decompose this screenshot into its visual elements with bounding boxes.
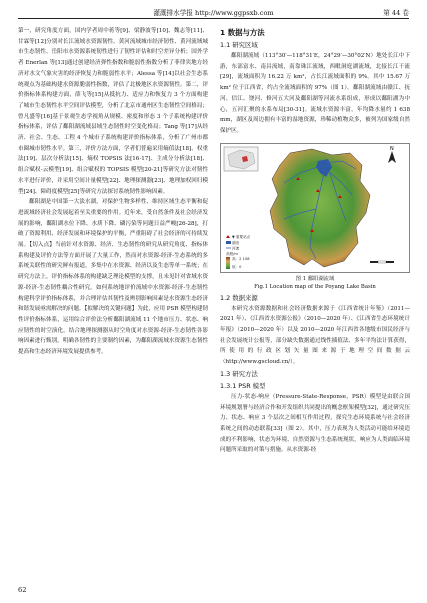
svg-text:N: N [390, 145, 394, 152]
right-column [220, 26, 410, 456]
subsubsection-heading-psr: 1.3.1 PSR 模型 [220, 381, 266, 390]
paragraph-poyang-background: 鄱阳湖是中国第一大淡水湖，对保护生物多样性、维持区域生态平衡和促进流域经济社会发展起着至关重要的作用。近年来，受自然条件及社会经济发展的影响，鄱阳湖水位下降、水质下降、磷污染等问题日益严峻[26-28]，打破了资源利用、经济发展和环境保护的平衡，严重阻碍了社会经济的可持续发展。【切入点】当前针对水资源、经济、生态韧性的研究从研究角度、指标体系构建及评价方法等方面开展了大量工作，然而对水资源-经济-生态系统的多系统关联性的研究鲜有报道，多集中在水资源、经济以及生态等单一系统；在研究方法上，评价指标体系的构建缺乏理论模型的支撑，且未见针对省域水资源-经济-生态韧性耦合性研究。如何系统地评价流域中水资源-经济-生态韧性构建科学评价指标体系，并合理评估其韧性及辨别影响因素是水资源生态经济和谐发展亟需解决的问题。【拟解决的关键问题】为此，应用 PSR 模型构建韧性评价指标体系，运用综合评价法分析鄱阳湖流域 11 个地市压力、状态、响应韧性的时空演化，结合地理探测器从时空角度对水资源-经济-生态韧性各影响因素进行甄别，明确各韧性的主要制约因素，为鄱阳湖流域水资源生态韧性提高和生态经济环境发展提供参考。 [18, 199, 208, 356]
subsection-heading-study-area: 1.1 研究区域 [220, 41, 258, 49]
legend-elevation: 高程/m [226, 251, 238, 256]
section-heading-data-methods: 1 数据与方法 [220, 28, 265, 37]
legend-river: 河流 [232, 246, 240, 251]
paragraph-study-area: 鄱阳湖流域（113°30′—118°31′E，24°29′—30°02′N）地处长江中下游，东部富水、南昌流域，南靠珠江流域，西毗洞庭湖流域，北接长江干流[29]，流域面积为 16.22 万 km²，占长江流域面积的 9%。其中 15.67 万 km² 位于江西省，约占全流域面积的 97%（图 1）。鄱阳湖流域由赣江、抚河、信江、饶河、修河五大河及鄱阳湖等河流水系组成，形成以鄱阳湖为中心，五河汇聚的水系布局[30-31]。流域水资源丰富，年均降水量约 1 638 mm，湖区及周边拥有丰富的湿地资源，珍稀动植物众多，被列为国家级自然保护区。 [220, 53, 410, 134]
journal-name: 灌溉排水学报 http://www.ggpsxb.com [153, 9, 274, 17]
paragraph-psr-model: 压力-状态-响应（Pressure-State-Response，PSR）模型是由联合国环境规划署与经济合作和开发组织共同提出的概念框架模型[32]，通过研究压力、状态、响应 3 个层次之间相互作用过程，探究生态环境系统与社会经济系统之间的动态联系[33]（图 2）。其中，压力表现为人类活动可能给环境造成的不利影响，状态为环境、自然资源与生态系统现状，响应为人类面临环境问题所采取的对策与措施。从水资源-经 [220, 393, 410, 454]
header-rule [18, 18, 409, 19]
legend-station: ▼ 重要站点 [232, 234, 251, 239]
paragraph-research-review: 第一，研究角度方面，国内学者周中蒋等[9]、梁静波等[10]、魏志等[11]、甘霖等[12]分别对长江流域水资源韧性、黄河流域城市经济韧性、黄河流域城市生态韧性、岳阳市水资源系统韧性进行了韧性评估和时空差异分析；国外学者 Enerlan 等[13]通过创建经济弹性指数和脆弱性指数分析了菲律宾地方经济对水文气象灾害的经济恢复力和脆弱性水平；Alessa 等[14]以社会生态系统观点为基础构建水资源脆弱性指数，评估了北极地区水资源韧性。第二，评价指标体系构建方面，薛飞等[15]从抵抗力、适应力和恢复力 3 个方面构建了城市生态韧性水平空间评估模型，分析了北京市通州区生态韧性空间格局；曾凡盛等[16]基于景观生态学视角从规模、密度和形态 3 个子系统构建评价指标体系，评估了鄱阳湖流域县域生态韧性时空变化格局；Tang 等[17]从经济、社会、生态、工程 4 个城市子系统构建评价指标体系，分析了广州市都市圈城市韧性水平。第三，评价方法方面，学者们普遍采用熵值法[18]、权重法[19]、层次分析法[15]、熵权 TOPSIS 法[16-17]、主成分分析法[18]、组合赋权-云模型[19]、组合赋权的 TOPSIS 模型[20-21]等研究方法对韧性水平进行评价，并采用空间计量模型[22]、地理探测器[23]、地理加权回归模型[24]、障碍度模型[25]等研究方法探讨系统韧性影响因素。 [18, 28, 208, 195]
legend-high: 高：2 158 [232, 256, 250, 261]
legend-low: 低：0 [232, 264, 242, 269]
page-number: 62 [18, 586, 27, 594]
volume-number: 第 44 卷 [383, 9, 409, 17]
paragraph-data-sources: 本研究水资源数据和社会经济数据来源于《江西省统计年鉴》（2011—2021 年）、《江西省水资源公报》（2010—2020 年）、《江西省生态环境统计年报》（2010—2020 年）以及 2010—2020 年江西省各地级市国民经济与社会发展统计公报等，部分缺失数据通过线性插值法、多年平均法计算获得，所使用的行政区划矢量图来源于地理空间数据云（http://www.gscloud.cn/）。 [220, 305, 410, 366]
figure-basin-map [220, 143, 410, 273]
basin-map-graphic [220, 143, 410, 273]
figure-title-zh: 图 1 鄱阳湖流域 [295, 275, 335, 282]
subsection-heading-methods: 1.3 研究方法 [220, 369, 258, 378]
figure-caption-en: Fig.1 Location map of the Poyang Lake Basin [254, 284, 376, 291]
left-column [18, 26, 208, 358]
running-header [18, 7, 409, 19]
subsection-heading-data-sources: 1.2 数据来源 [220, 293, 258, 302]
scale-bar [370, 261, 394, 263]
legend-lake: 湖泊 [232, 240, 240, 245]
